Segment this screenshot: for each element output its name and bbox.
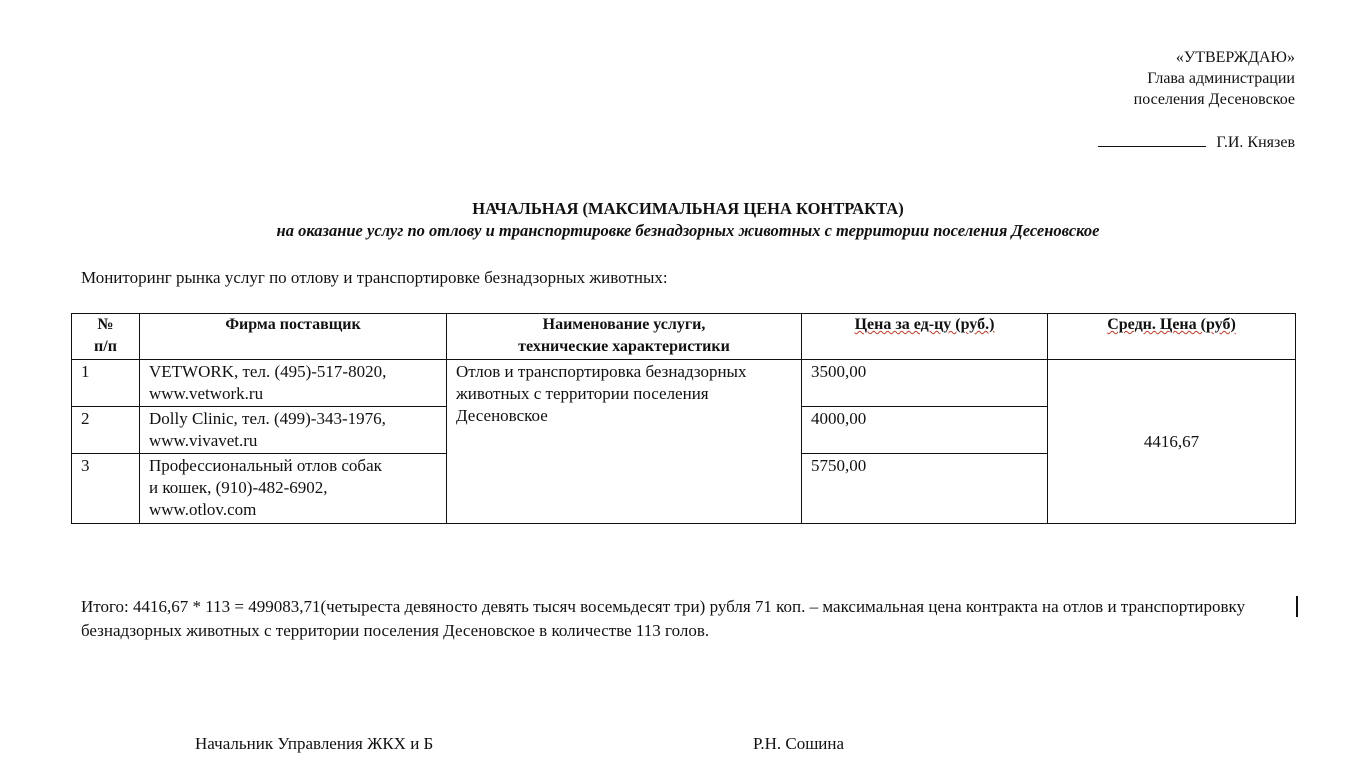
row-num: 2	[72, 407, 140, 454]
row-price: 3500,00	[802, 360, 1048, 407]
header-service: Наименование услуги, технические характеристики	[447, 314, 802, 360]
footer-position: Начальник Управления ЖКХ и Б	[195, 734, 434, 753]
suppliers-table	[71, 313, 1296, 524]
total-paragraph: Итого: 4416,67 * 113 = 499083,71(четыреста девяносто девять тысяч восемьдесят три) рубля 71 коп. – максимальная цена контракта на отлов и транспортировку безнадзорных животных с территории поселения Десеновское в количестве 113 голов.	[81, 597, 1246, 640]
approval-settlement: поселения Десеновское	[1133, 91, 1295, 108]
row-supplier: Dolly Clinic, тел. (499)-343-1976, www.vivavet.ru	[140, 407, 447, 454]
row-supplier: VETWORK, тел. (495)-517-8020, www.vetwork.ru	[140, 360, 447, 407]
row-supplier: Профессиональный отлов собак и кошек, (910)-482-6902, www.otlov.com	[140, 454, 447, 524]
monitoring-text: Мониторинг рынка услуг по отлову и транспортировке безнадзорных животных:	[81, 268, 668, 287]
row-price: 4000,00	[802, 407, 1048, 454]
row-price: 5750,00	[802, 454, 1048, 524]
header-price: Цена за ед-цу (руб.)	[802, 314, 1048, 360]
row-num: 1	[72, 360, 140, 407]
text-cursor	[1296, 596, 1298, 617]
approval-signer: Г.И. Князев	[1216, 134, 1295, 151]
signature-blank	[1098, 132, 1206, 147]
header-supplier: Фирма поставщик	[140, 314, 447, 360]
row-num: 3	[72, 454, 140, 524]
approval-position: Глава администрации	[1147, 70, 1295, 87]
footer-name: Р.Н. Сошина	[753, 734, 845, 753]
approval-block	[1134, 47, 1295, 110]
header-num: № п/п	[72, 314, 140, 360]
service-description: Отлов и транспортировка безнадзорных животных с территории поселения Десеновское	[447, 360, 802, 524]
approval-heading: «УТВЕРЖДАЮ»	[1175, 49, 1295, 66]
document-subtitle: на оказание услуг по отлову и транспортировке безнадзорных животных с территории поселения Десеновское	[276, 221, 1100, 240]
header-average: Средн. Цена (руб)	[1048, 314, 1296, 360]
approval-signature-line	[1098, 132, 1295, 152]
document-title: НАЧАЛЬНАЯ (МАКСИМАЛЬНАЯ ЦЕНА КОНТРАКТА)	[472, 199, 904, 218]
average-price: 4416,67	[1048, 360, 1296, 524]
table-header-row	[72, 314, 1296, 360]
table-row	[72, 360, 1296, 407]
